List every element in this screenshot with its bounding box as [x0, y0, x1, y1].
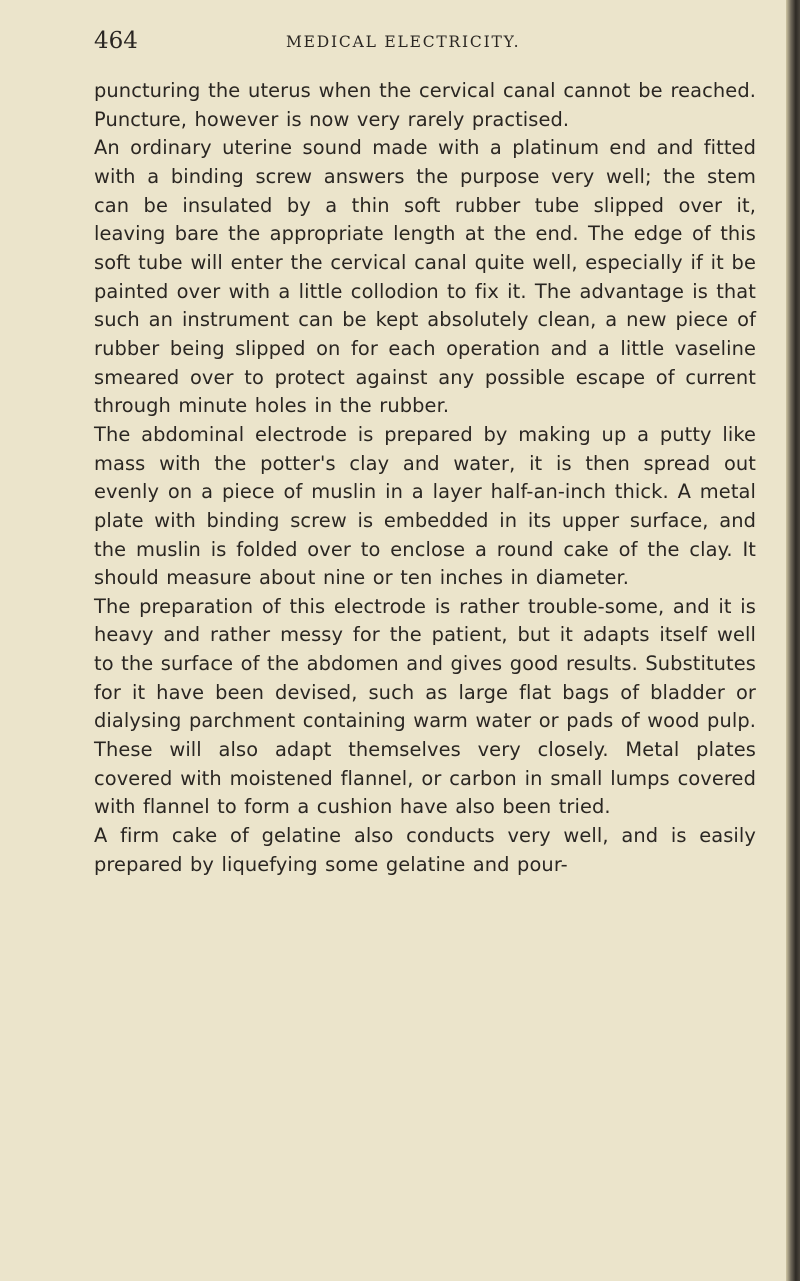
- paragraph-abdominal-electrode: The abdominal electrode is prepared by making up a putty like mass with the potter's clay and water, it is then spread out evenly on a piece of muslin in a layer half-an-inch thick. A metal plate with binding screw is embedded in its upper surface, and the muslin is folded over to enclose a round cake of the clay. It should measure about nine or ten inches in diameter.: [94, 422, 756, 590]
- body-text: [94, 77, 756, 879]
- paragraph-uterine-sound: An ordinary uterine sound made with a platinum end and fitted with a binding screw answers the purpose very well; the stem can be insulated by a thin soft rubber tube slipped over it, leaving bare the appropriate length at the end. The edge of this soft tube will enter the cervical canal quite well, especially if it be painted over with a little collodion to fix it. The advantage is that such an instrument can be kept absolutely clean, a new piece of rubber being slipped on for each operation and a little vaseline smeared over to protect against any possible escape of current through minute holes in the rubber.: [94, 136, 756, 418]
- running-title: MEDICAL ELECTRICITY.: [286, 33, 521, 51]
- binding-edge: [786, 0, 800, 1281]
- paragraph-gelatine: A firm cake of gelatine also conducts very well, and is easily prepared by liquefying some gelatine and pour-: [94, 824, 756, 876]
- paragraph-electrode-preparation: The preparation of this electrode is rather trouble-some, and it is heavy and rather messy for the patient, but it adapts itself well to the surface of the abdomen and gives good results. Substitutes for it have been devised, such as large flat bags of bladder or dialysing parchment containing warm water or pads of wood pulp. These will also adapt themselves very closely. Metal plates covered with moistened flannel, or carbon in small lumps covered with flannel to form a cushion have also been tried.: [94, 594, 756, 819]
- page-number: 464: [94, 28, 138, 54]
- running-header: [94, 24, 754, 64]
- paragraph-continuation: puncturing the uterus when the cervical canal cannot be reached. Puncture, however is now very rarely practised.: [94, 79, 756, 131]
